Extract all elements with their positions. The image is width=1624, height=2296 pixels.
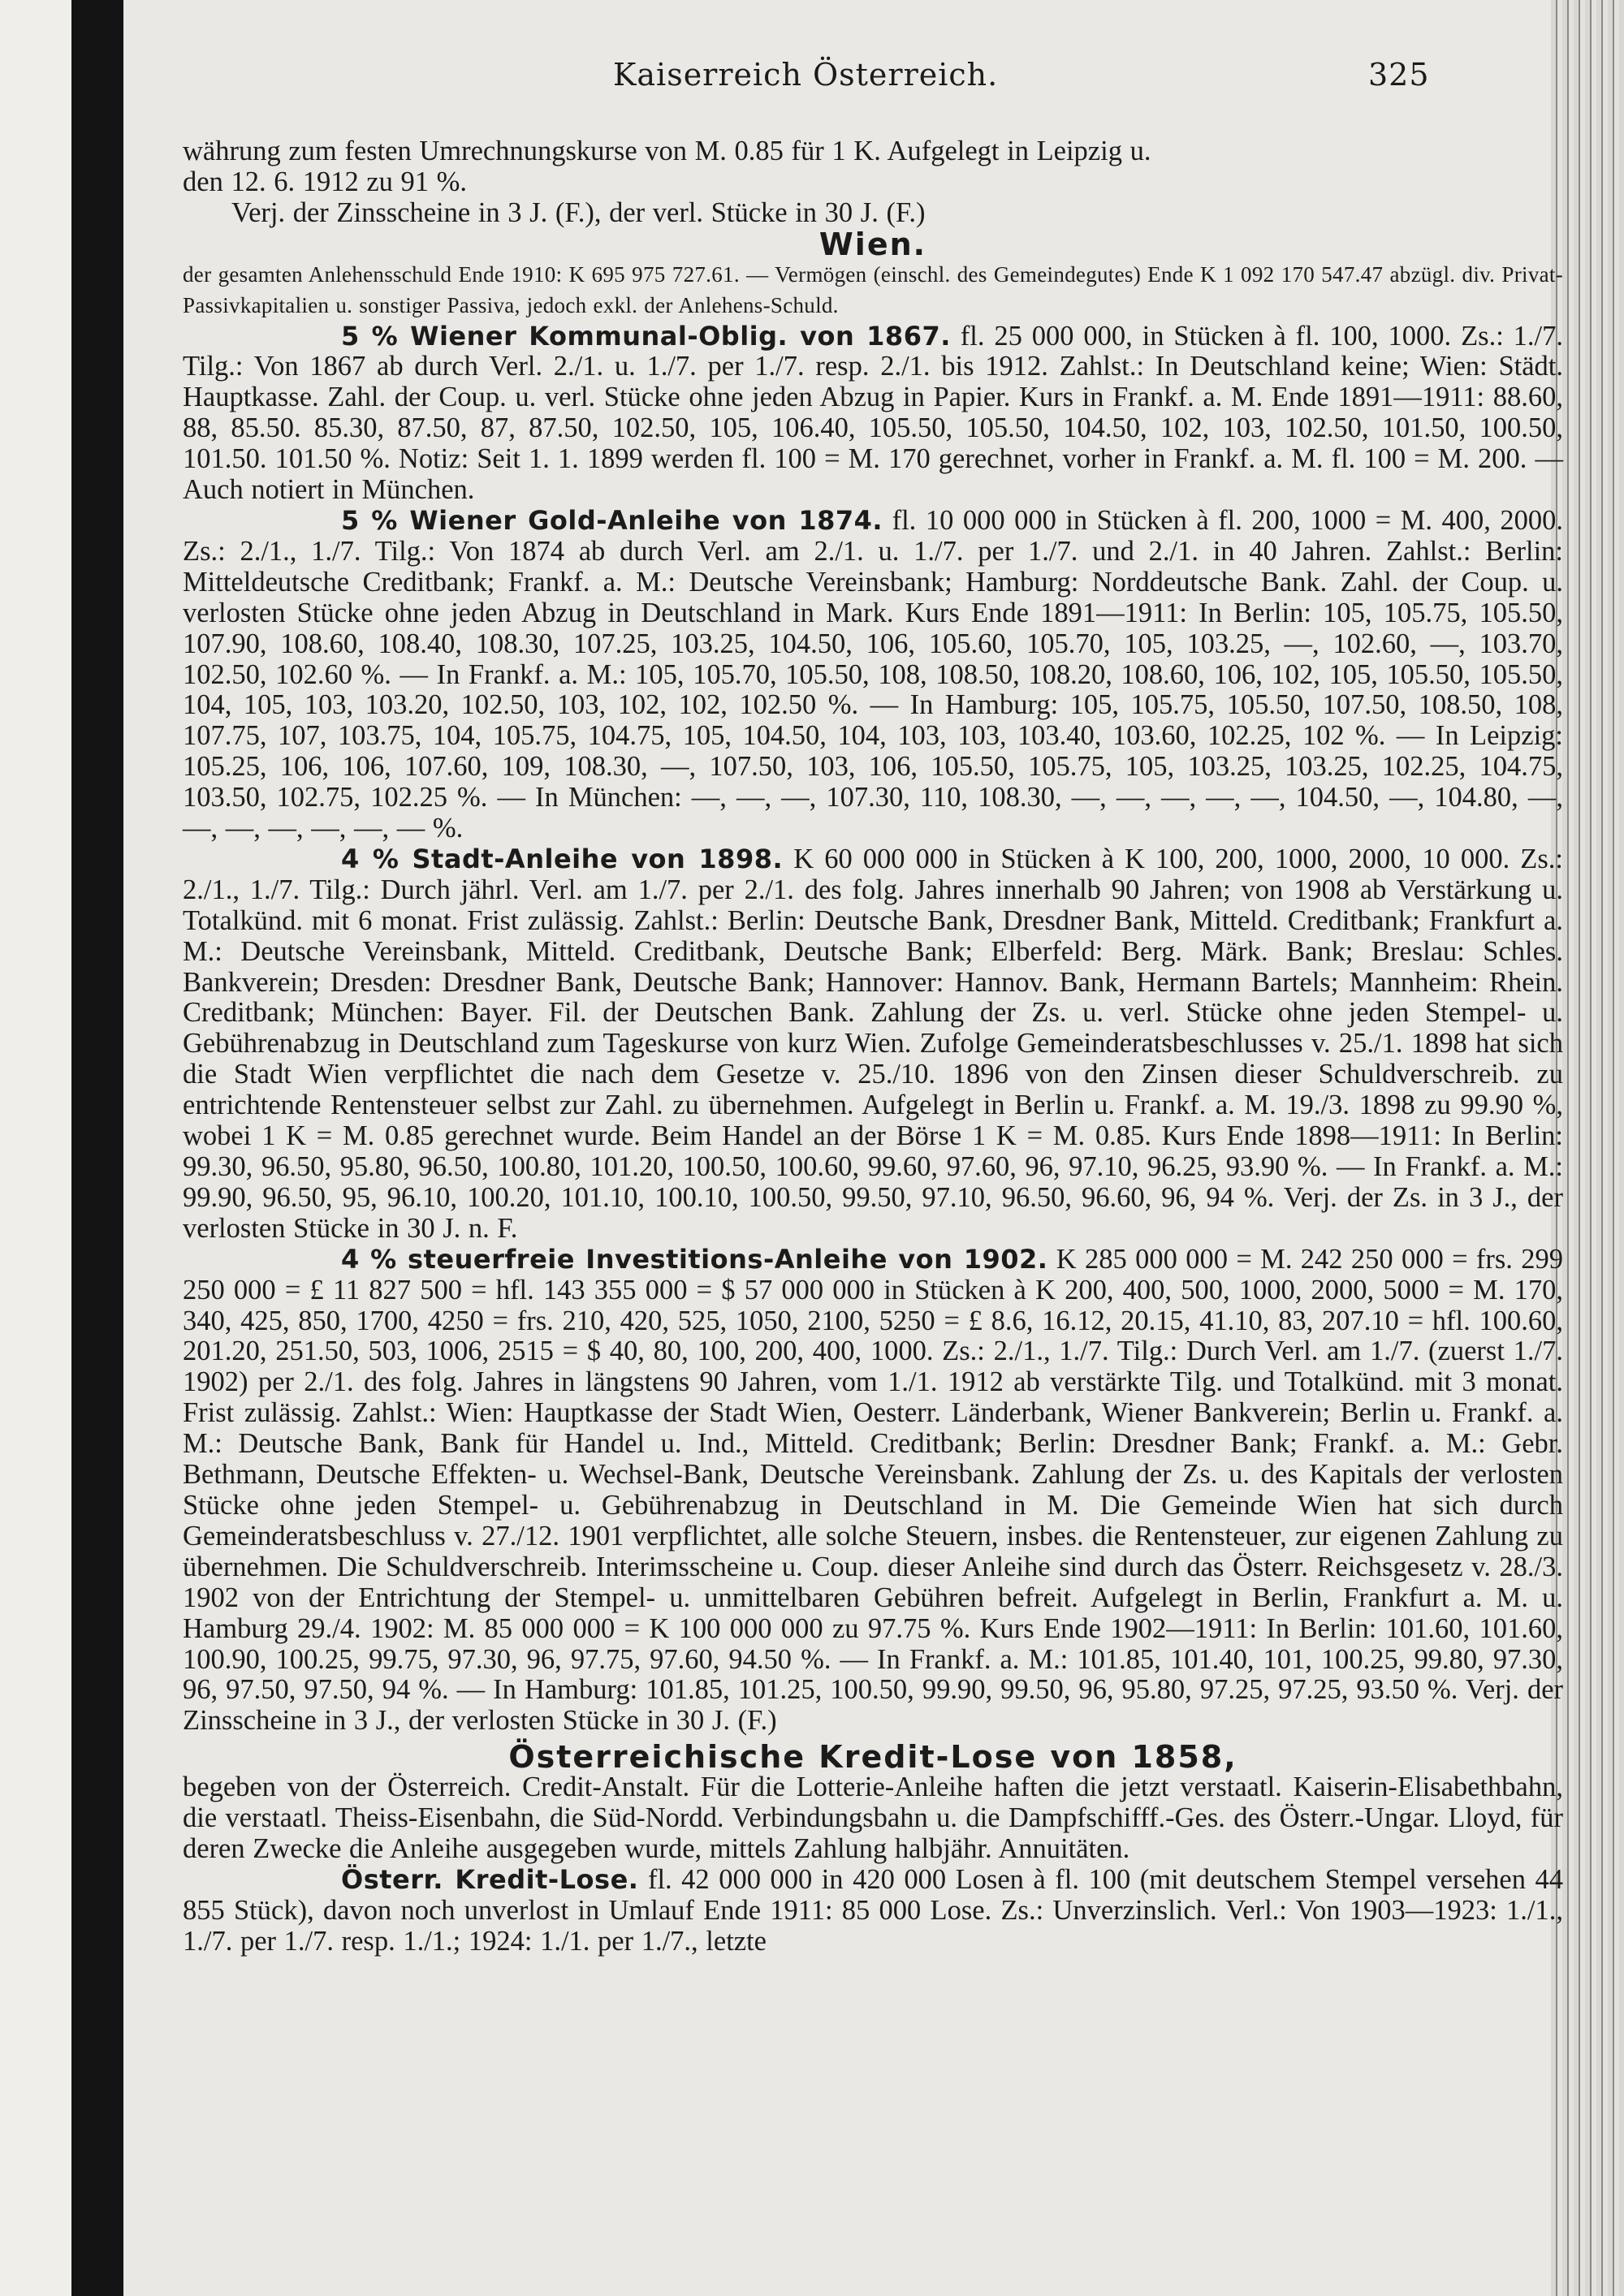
- intro-line: Verj. der Zinsscheine in 3 J. (F.), der verl. Stücke in 30 J. (F.): [231, 196, 926, 228]
- page-number: 325: [1368, 57, 1430, 93]
- bond-entry-body: K 60 000 000 in Stücken à K 100, 200, 1000, 2000, 10 000. Zs.: 2./1., 1./7. Tilg.: Durch jährl. Verl. am 1./7. per 2./1. des folg. Jahres innerhalb 90 Jahren; von 1908 ab Verstärkung u. Totalkünd. mit 6 monat. Frist zulässig. Zahlst.: Berlin: Deutsche Bank, Dresdner Bank, Mitteld. Creditbank; Frankfurt a. M.: Deutsche Vereinsbank, Mitteld. Creditbank, Deutsche Bank; Elberfeld: Berg. Märk. Bank; Breslau: Schles. Bankverein; Dresden: Dresdner Bank, Deutsche Bank; Hannover: Hannov. Bank, Hermann Bartels; Mannheim: Rhein. Creditbank; München: Bayer. Fil. der Deutschen Bank. Zahlung der Zs. u. verl. Stücke ohne jeden Stempel- u. Gebührenabzug in Deutschland zum Tageskurse von kurz Wien. Zufolge Gemeinderatsbeschlusses v. 25./1. 1898 hat sich die Stadt Wien verpflichtet die nach dem Gesetze v. 25./10. 1896 von den Zinsen dieser Schuldverschreib. zu entrichtende Rentensteuer selbst zur Zahl. zu übernehmen. Aufgelegt in Berlin u. Frankf. a. M. 19./3. 1898 zu 99.90 %, wobei 1 K = M. 0.85 gerechnet wurde. Beim Handel an der Börse 1 K = M. 0.85. Kurs Ende 1898—1911: In Berlin: 99.30, 96.50, 95.80, 96.50, 100.80, 101.20, 100.50, 100.60, 99.60, 97.60, 96, 97.10, 96.25, 93.90 %. — In Frankf. a. M.: 99.90, 96.50, 95, 96.10, 100.20, 101.10, 100.10, 100.50, 99.50, 97.10, 96.50, 96.60, 96, 94 %. Verj. der Zs. in 3 J., der verlosten Stücke in 30 J. n. F.: [183, 843, 1564, 1244]
- left-page-margin: [0, 0, 71, 2296]
- bond-entry-body: fl. 10 000 000 in Stücken à fl. 200, 1000 = M. 400, 2000. Zs.: 2./1., 1./7. Tilg.: Von 1874 ab durch Verl. am 2./1. u. 1./7. per 1./7. und 2./1. in 40 Jahren. Zahlst.: Berlin: Mitteldeutsche Creditbank; Frankf. a. M.: Deutsche Vereinsbank; Hamburg: Norddeutsche Bank. Zahl. der Coup. u. verlosten Stücke ohne jeden Abzug in Deutschland in Mark. Kurs Ende 1891—1911: In Berlin: 105, 105.75, 105.50, 107.90, 108.60, 108.40, 108.30, 107.25, 103.25, 104.50, 106, 105.60, 105.70, 105, 103.25, —, 102.60, —, 103.70, 102.50, 102.60 %. — In Frankf. a. M.: 105, 105.70, 105.50, 108, 108.50, 108.20, 108.60, 106, 102, 105, 105.50, 105.50, 104, 105, 103, 103.20, 102.50, 103, 102, 102, 102.50 %. — In Hamburg: 105, 105.75, 105.50, 107.50, 108.50, 108, 107.75, 107, 103.75, 104, 105.75, 104.75, 105, 104.50, 104, 103, 103, 103.40, 103.60, 102.25, 102 %. — In Leipzig: 105.25, 106, 106, 107.60, 109, 108.30, —, 107.50, 103, 106, 105.50, 105.75, 105, 103.25, 103.25, 102.25, 104.75, 103.50, 102.75, 102.25 %. — In München: —, —, —, 107.30, 110, 108.30, —, —, —, —, —, 104.50, —, 104.80, —, —, —, —, —, —, — %.: [183, 504, 1564, 844]
- bond-entry: [183, 1865, 1563, 1957]
- document-page: [134, 0, 1564, 2296]
- binding-gutter: [71, 0, 123, 2296]
- bond-entry-title: 5 % Wiener Kommunal-Oblig. von 1867.: [341, 320, 951, 352]
- bond-entry: [183, 1245, 1563, 1737]
- bond-entry: [183, 506, 1563, 844]
- kredit-lose-intro: begeben von der Österreich. Credit-Anstalt. Für die Lotterie-Anleihe haften die jetzt verstaatl. Kaiserin-Elisabethbahn, die verstaatl. Theiss-Eisenbahn, die Süd-Nordd. Verbindungsbahn u. die Dampfschifff.-Ges. des Österr.-Ungar. Lloyd, für deren Zwecke die Anleihe ausgegeben wurde, mittels Zahlung halbjähr. Annuitäten.: [183, 1772, 1563, 1865]
- bond-entry-title: Österr. Kredit-Lose.: [341, 1863, 639, 1895]
- section-heading-kredit-lose: Österreichische Kredit-Lose von 1858,: [508, 1739, 1237, 1776]
- body-text: [183, 136, 1563, 1957]
- section-heading-wien: Wien.: [818, 226, 927, 262]
- debt-note: der gesamten Anlehensschuld Ende 1910: K 695 975 727.61. — Vermögen (einschl. des Gemeindegutes) Ende K 1 092 170 547.47 abzügl. div. Privat-Passivkapitalien u. sonstiger Passiva, jedoch exkl. der Anlehens-Schuld.: [183, 261, 1563, 317]
- bond-entry-body: fl. 42 000 000 in 420 000 Losen à fl. 100 (mit deutschem Stempel versehen 44 855 Stück), davon noch unverlost in Umlauf Ende 1911: 85 000 Lose. Zs.: Unverzinslich. Verl.: Von 1903—1923: 1./1., 1./7. per 1./7. resp. 1./1.; 1924: 1./1. per 1./7., letzte: [183, 1863, 1563, 1957]
- bond-entry-body: fl. 25 000 000, in Stücken à fl. 100, 1000. Zs.: 1./7. Tilg.: Von 1867 ab durch Verl. 2./1. u. 1./7. per 1./7. resp. 2./1. bis 1912. Zahlst.: In Deutschland keine; Wien: Städt. Hauptkasse. Zahl. der Coup. u. verl. Stücke ohne jeden Abzug in Papier. Kurs in Frankf. a. M. Ende 1891—1911: 88.60, 88, 85.50. 85.30, 87.50, 87, 87.50, 102.50, 105, 106.40, 105.50, 105.50, 104.50, 102, 103, 102.50, 101.50, 100.50, 101.50. 101.50 %. Notiz: Seit 1. 1. 1899 werden fl. 100 = M. 170 gerechnet, vorher in Frankf. a. M. fl. 100 = M. 200. — Auch notiert in München.: [183, 320, 1564, 506]
- bond-entry-title: 4 % Stadt-Anleihe von 1898.: [341, 843, 784, 874]
- intro-line: den 12. 6. 1912 zu 91 %.: [183, 166, 467, 197]
- intro-line: währung zum festen Umrechnungskurse von M. 0.85 für 1 K. Aufgelegt in Leipzig u.: [183, 136, 1151, 166]
- bond-entry-title: 4 % steuerfreie Investitions-Anleihe von 1902.: [341, 1243, 1048, 1275]
- bond-entry-body: K 285 000 000 = M. 242 250 000 = frs. 299 250 000 = £ 11 827 500 = hfl. 143 355 000 = $ 57 000 000 in Stücken à K 200, 400, 500, 1000, 2000, 5000 = M. 170, 340, 425, 850, 1700, 4250 = frs. 210, 420, 525, 1050, 2100, 5250 = £ 8.6, 16.12, 20.15, 41.10, 83, 207.10 = hfl. 100.60, 201.20, 251.50, 503, 1006, 2515 = $ 40, 80, 100, 200, 400, 1000. Zs.: 2./1., 1./7. Tilg.: Durch Verl. am 1./7. (zuerst 1./7. 1902) per 2./1. des folg. Jahres in längstens 90 Jahren, vom 1./1. 1912 ab verstärkte Tilg. und Totalkünd. mit 3 monat. Frist zulässig. Zahlst.: Wien: Hauptkasse der Stadt Wien, Oesterr. Länderbank, Wiener Bankverein; Berlin u. Frankf. a. M.: Deutsche Bank, Bank für Handel u. Ind., Mitteld. Creditbank; Berlin: Dresdner Bank; Frankf. a. M.: Gebr. Bethmann, Deutsche Effekten- u. Wechsel-Bank, Deutsche Vereinsbank. Zahlung der Zs. u. des Kapitals der verlosten Stücke ohne jeden Stempel- u. Gebührenabzug in Deutschland in M. Die Gemeinde Wien hat sich durch Gemeinderatsbeschluss v. 27./12. 1901 verpflichtet, alle solche Steuern, insbes. die Rentensteuer, zur eigenen Zahlung zu übernehmen. Die Schuldverschreib. Interimsscheine u. Coup. dieser Anleihe sind durch das Österr. Reichsgesetz v. 28./3. 1902 von der Entrichtung der Stempel- u. unmittelbaren Gebühren befreit. Aufgelegt in Berlin, Frankfurt a. M. u. Hamburg 29./4. 1902: M. 85 000 000 = K 100 000 000 zu 97.75 %. Kurs Ende 1902—1911: In Berlin: 101.60, 101.60, 100.90, 100.25, 99.75, 97.30, 96, 97.75, 97.60, 94.50 %. — In Frankf. a. M.: 101.85, 101.40, 101, 100.25, 99.80, 97.30, 96, 97.50, 97.50, 94 %. — In Hamburg: 101.85, 101.25, 100.50, 99.90, 99.50, 96, 95.80, 97.25, 97.25, 93.50 %. Verj. der Zinsscheine in 3 J., der verlosten Stücke in 30 J. (F.): [183, 1243, 1563, 1737]
- running-head-title: Kaiserreich Österreich.: [613, 57, 999, 93]
- bond-entry-title: 5 % Wiener Gold-Anleihe von 1874.: [341, 504, 883, 536]
- bond-entry: [183, 844, 1563, 1245]
- bond-entry: [183, 322, 1563, 506]
